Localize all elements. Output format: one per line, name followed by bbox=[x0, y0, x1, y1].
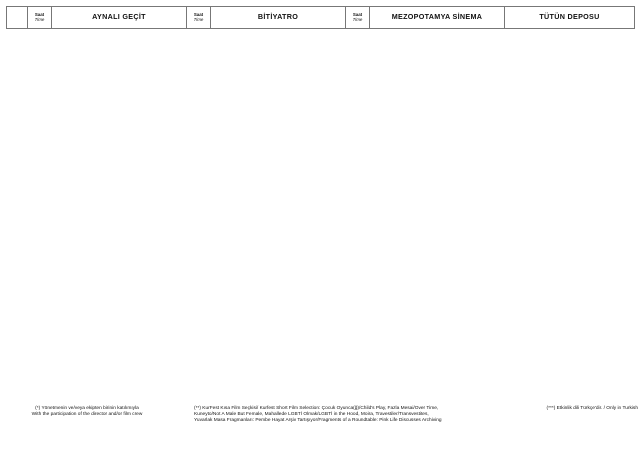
time-header: Saat Time bbox=[187, 7, 211, 29]
day-column-header bbox=[7, 7, 28, 29]
venue-header-tutun-deposu: TÜTÜN DEPOSU bbox=[505, 7, 635, 29]
venue-header-mezopotamya-sinema: MEZOPOTAMYA SİNEMA bbox=[370, 7, 505, 29]
time-header: Saat Time bbox=[28, 7, 52, 29]
footnote-kurfest: (**) KurFest Kısa Film Seçkisi/ Kurfest Short Film Selection: Çocuk Oyunca(ğ)/Child's Play, Fazla Mesai/Over Time, Kuneyto/Not A Male But Female, Mahallede LGBTİ Olmak/LGBTİ in the Hood, Moira, Travestiler/Transvestites, Yuvarlak Masa Fragmanları: Pembe Hayat Arşiv Tartışıyor/Fragments of a Roundtable: Pink Life Discusses Archiving bbox=[194, 406, 442, 424]
venue-header-bitiyatro: BİTİYATRO bbox=[211, 7, 346, 29]
footnotes bbox=[6, 396, 638, 446]
schedule-table bbox=[6, 6, 635, 392]
footnote-director: (*) Yönetmenin ve/veya ekipten birinin katılımıyla With the participation of the director and/or film crew bbox=[31, 406, 143, 418]
header-row bbox=[7, 7, 635, 29]
footnote-language: (***) Etkinlik dili Türkçe'dir. / Only in Turkish bbox=[546, 406, 638, 411]
venue-header-aynali-gecit: AYNALI GEÇİT bbox=[52, 7, 187, 29]
time-header: Saat Time bbox=[346, 7, 370, 29]
